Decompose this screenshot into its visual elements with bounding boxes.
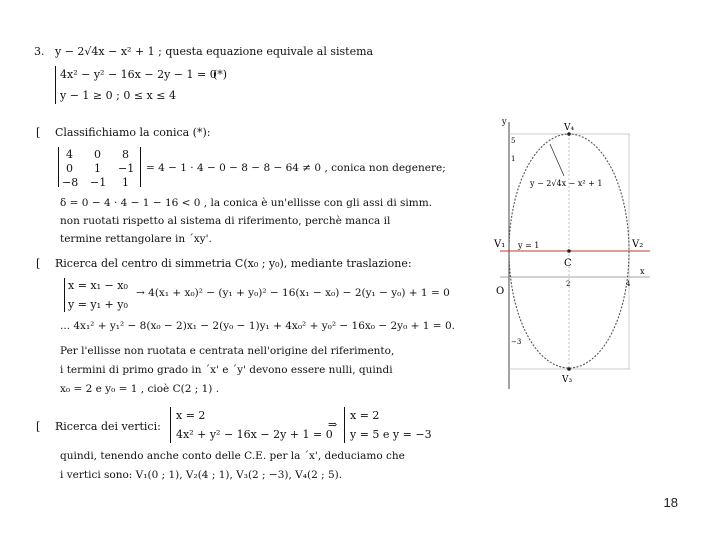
problem-number: 3.	[34, 45, 45, 58]
vertices-system-1b: 4x² + y² − 16x − 2y + 1 = 0	[176, 428, 333, 441]
system-brace	[55, 66, 56, 104]
vertex-v3-point	[567, 367, 571, 371]
matrix-left-bar	[58, 147, 59, 187]
tick-minus-3: −3	[511, 338, 522, 346]
label-v2: V₂	[632, 239, 644, 250]
vertices-conclusion-2: i vertici sono: V₁(0 ; 1), V₂(4 ; 1), V₃(2 ; −3), V₄(2 ; 5).	[60, 469, 343, 481]
center-point	[567, 249, 571, 253]
annotation-arrow	[550, 144, 564, 176]
translation-brace	[64, 278, 65, 312]
system-condition: y − 1 ≥ 0 ; 0 ≤ x ≤ 4	[60, 89, 176, 102]
classify-title: Classifichiamo la conica (*):	[55, 126, 211, 139]
label-line-y1: y = 1	[518, 241, 540, 250]
tick-4: 4	[626, 280, 631, 288]
y-axis-label: y	[502, 117, 507, 126]
note-line-2: non ruotati rispetto al sistema di riferimento, perchè manca il	[60, 215, 391, 227]
system-equation-1: 4x² − y² − 16x − 2y − 1 = 0	[60, 68, 217, 81]
center-paragraph-2: i termini di primo grado in ´x' e ´y' devono essere nulli, quindi	[60, 364, 393, 376]
vertices-system-2a: x = 2	[350, 409, 380, 422]
note-line-3: termine rettangolare in ´xy'.	[60, 233, 212, 245]
vertices-system-brace-2	[344, 407, 345, 443]
vertices-conclusion-1: quindi, tenendo anche conto delle C.E. per la ´x', deduciamo che	[60, 450, 405, 462]
vertices-system-1a: x = 2	[176, 409, 206, 422]
tick-2: 2	[566, 280, 571, 288]
label-v4: V₄	[564, 123, 575, 133]
determinant-text: = 4 − 1 · 4 − 0 − 8 − 8 − 64 ≠ 0 , conica non degenere;	[146, 162, 446, 174]
tick-1: 1	[511, 155, 516, 163]
problem-equation: y − 2√4x − x² + 1 ; questa equazione equivale al sistema	[55, 45, 374, 58]
page-number: 18	[663, 495, 678, 510]
translation-y: y = y₁ + y₀	[68, 298, 128, 311]
label-v3: V₃	[562, 375, 573, 385]
delta-text: δ = 0 − 4 · 4 − 1 − 16 < 0 , la conica è un'ellisse con gli assi di simm.	[60, 197, 433, 209]
label-origin: O	[496, 286, 505, 297]
tick-5: 5	[511, 137, 516, 145]
substituted-equation: → 4(x₁ + x₀)² − (y₁ + y₀)² − 16(x₁ − x₀) − 2(y₁ − y₀) + 1 = 0	[136, 287, 450, 299]
matrix-right-bar	[140, 147, 141, 187]
label-c: C	[564, 258, 572, 269]
center-paragraph-1: Per l'ellisse non ruotata e centrata nell'origine del riferimento,	[60, 345, 395, 357]
expanded-equation: ... 4x₁² + y₁² − 8(x₀ − 2)x₁ − 2(y₀ − 1)y₁ + 4x₀² + y₀² − 16x₀ − 2y₀ + 1 = 0.	[60, 320, 455, 332]
center-bullet: [	[36, 257, 41, 270]
vertices-title: Ricerca dei vertici:	[55, 420, 161, 433]
vertices-bullet: [	[36, 420, 41, 433]
label-v1: V₁	[494, 239, 506, 250]
center-result: x₀ = 2 e y₀ = 1 , cioè C(2 ; 1) .	[60, 383, 220, 395]
implies-arrow: ⇒	[328, 418, 338, 431]
translation-x: x = x₁ − x₀	[68, 279, 128, 292]
ellipse-graph	[490, 114, 660, 394]
curve-label: y − 2√4x − x² + 1	[530, 179, 603, 188]
classify-bullet: [	[36, 126, 41, 139]
system-tag: (*)	[213, 68, 228, 81]
vertices-system-brace-1	[170, 407, 171, 443]
vertices-system-2b: y = 5 e y = −3	[350, 428, 432, 441]
x-axis-label: x	[640, 267, 645, 276]
center-title: Ricerca del centro di simmetria C(x₀ ; y₀), mediante traslazione:	[55, 257, 412, 270]
